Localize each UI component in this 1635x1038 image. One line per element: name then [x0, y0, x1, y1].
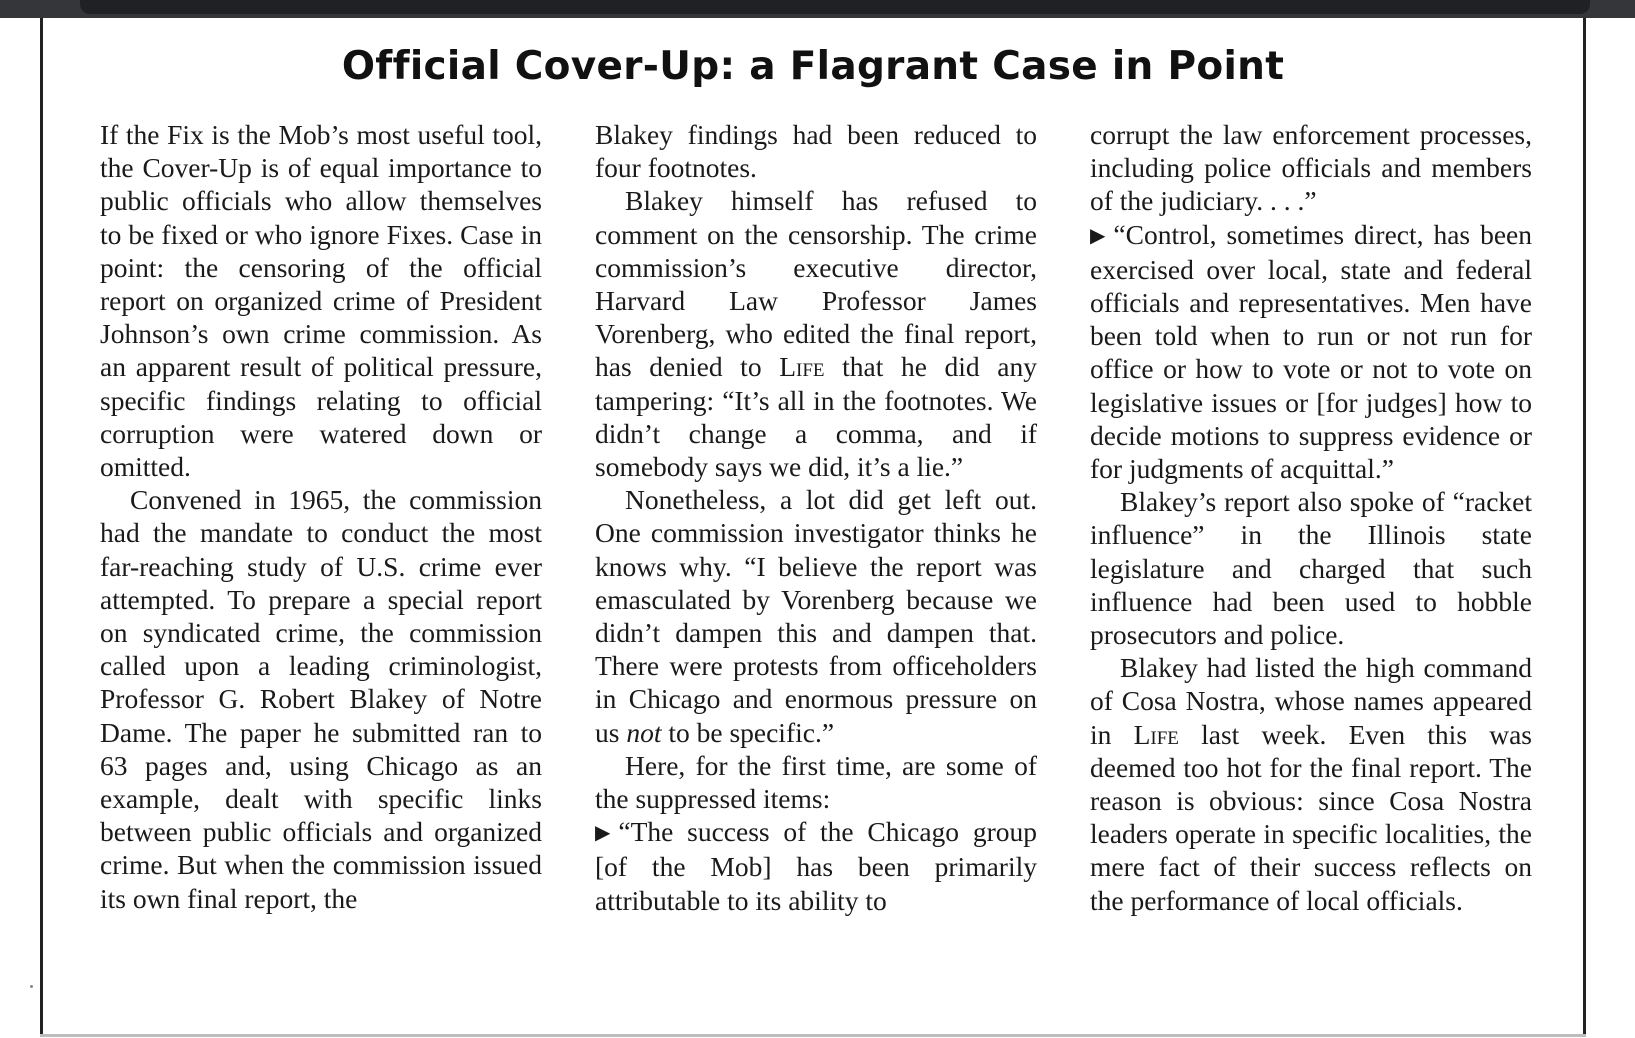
paragraph: Here, for the first time, are some of the suppressed items:	[595, 749, 1037, 815]
bullet-paragraph	[595, 815, 1037, 917]
scan-speck	[30, 985, 33, 988]
paragraph: Blakey’s report also spoke of “racket influence” in the Illinois state legislature and charged that such influence had been used to hobble prosecutors and police.	[1090, 486, 1532, 651]
paragraph: Convened in 1965, the commission had the mandate to conduct the most far-reaching study of U.S. crime ever attempted. To prepare a special report on syndicated crime, the commission called upon a leading criminologist, Professor G. Robert Blakey of Notre Dame. The paper he submitted ran to 63 pages and, using Chicago as an example, dealt with specific links between public officials and organized crime. But when the commission issued its own final report, the	[100, 484, 542, 914]
browser-top-bar	[0, 0, 1635, 18]
article-column-2	[595, 118, 1037, 917]
paragraph	[595, 483, 1037, 749]
article-headline: Official Cover-Up: a Flagrant Case in Point	[341, 44, 1285, 89]
magazine-page	[40, 18, 1586, 1036]
text-run: to be specific.”	[661, 716, 835, 748]
browser-tab-strip	[80, 0, 1590, 14]
text-run: “The success of the Chicago group [of the Mob] has been primarily attributable to its ability to	[595, 816, 1037, 916]
bullet-paragraph	[1090, 218, 1532, 486]
article-column-1	[100, 118, 542, 915]
paragraph	[1090, 651, 1532, 917]
life-magazine-name: Life	[1133, 718, 1179, 750]
text-run: last week. Even this was deemed too hot for the final report. The reason is obvious: since Cosa Nostra leaders operate in specific localities, the mere fact of their success reflects on the performance of local officials.	[1090, 718, 1532, 916]
text-run: Blakey himself has refused to comment on the censorship. The crime commission’s executive director, Harvard Law Professor James Vorenberg, who edited the final report, has denied to	[595, 185, 1037, 383]
paragraph	[595, 184, 1037, 483]
text-run: “Control, sometimes direct, has been exercised over local, state and federal officials and representatives. Men have been told when to run or not run for office or how to vote or not to vote on legislative issues or [for judges] how to decide motions to suppress evidence or for judgments of acquittal.”	[1090, 218, 1532, 485]
text-run: that he did any tampering: “It’s all in the footnotes. We didn’t change a comma, and if somebody says we did, it’s a lie.”	[595, 351, 1037, 483]
paragraph: Blakey findings had been reduced to four footnotes.	[595, 119, 1037, 184]
article-column-3	[1090, 118, 1532, 917]
text-run: Nonetheless, a lot did get left out. One commission investigator thinks he knows why. “I believe the report was emasculated by Vorenberg because we didn’t dampen this and dampen that. There were protests from officeholders in Chicago and enormous pressure on us	[595, 484, 1037, 748]
text-run: Blakey had listed the high command of Cosa Nostra, whose names appeared in	[1090, 652, 1532, 750]
paragraph: corrupt the law enforcement processes, including police officials and members of the judiciary. . . .”	[1090, 119, 1532, 217]
paragraph: If the Fix is the Mob’s most useful tool, the Cover-Up is of equal importance to public officials who allow themselves to be fixed or who ignore Fixes. Case in point: the censoring of the official report on organized crime of President Johnson’s own crime commission. As an apparent result of political pressure, specific findings relating to official corruption were watered down or omitted.	[100, 119, 542, 483]
bullet-triangle-icon: ▶	[1090, 224, 1106, 247]
life-magazine-name: Life	[779, 351, 825, 383]
emphasis-not: not	[626, 716, 662, 748]
page-bottom-edge	[40, 1034, 1586, 1037]
bullet-triangle-icon: ▶	[595, 822, 611, 845]
